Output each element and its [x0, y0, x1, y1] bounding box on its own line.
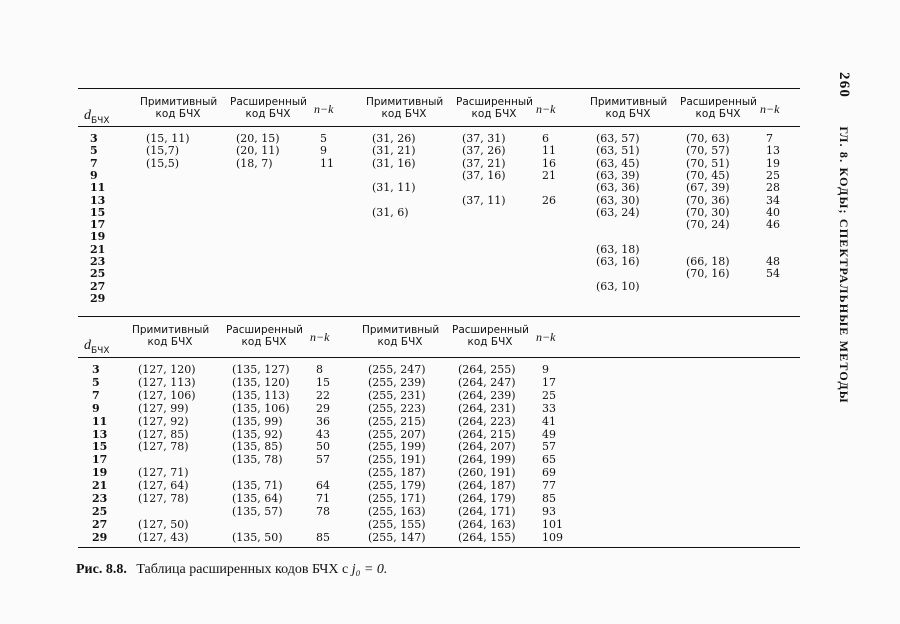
table2-nk-cell: 15: [316, 375, 330, 389]
table2-nk-cell: 43: [316, 427, 330, 441]
table2-extended-cell: (135, 120): [232, 375, 290, 389]
table1-d-cell: 3: [90, 132, 98, 145]
table1-d-cell: 9: [90, 168, 98, 182]
table2-primitive-cell: (255, 207): [368, 427, 426, 441]
table2-nk-cell: 78: [316, 504, 330, 518]
chapter-title: ГЛ. 8. КОДЫ; СПЕКТРАЛЬНЫЕ МЕТОДЫ: [837, 126, 851, 404]
table2-primitive-cell: (127, 85): [138, 427, 189, 441]
table2-d-cell: 29: [92, 530, 108, 544]
d-bch-label: [84, 108, 110, 126]
extended-header: Расширенный код БЧХ: [452, 324, 529, 348]
table1-d-cell: 7: [90, 156, 98, 170]
table2-d-cell: 5: [92, 375, 100, 389]
page-number: 260: [836, 72, 852, 99]
table1-primitive-cell: (63, 16): [596, 255, 640, 268]
extended-header: Расширенный код БЧХ: [456, 96, 533, 120]
table2-nk-cell: 85: [316, 530, 330, 544]
table2-d-cell: 23: [92, 492, 108, 505]
table2-primitive-cell: (127, 106): [138, 388, 196, 402]
table2-extended-cell: (264, 171): [458, 504, 516, 518]
table2-extended-cell: (264, 187): [458, 479, 516, 493]
table1-extended-cell: (70, 30): [686, 205, 730, 219]
n-minus-k-header: n−k: [314, 102, 334, 116]
table2-d-cell: 15: [92, 440, 108, 454]
table1-extended-cell: (70, 51): [686, 156, 730, 170]
table2-primitive-cell: (255, 171): [368, 492, 426, 505]
table2-extended-cell: (264, 223): [458, 414, 516, 428]
table2-primitive-cell: (127, 92): [138, 414, 189, 428]
table1-top-rule: [78, 88, 800, 89]
table2-nk-cell: 49: [542, 427, 556, 441]
table2-extended-cell: (135, 50): [232, 530, 283, 544]
table1-nk-cell: 25: [766, 168, 780, 182]
table1-nk-cell: 21: [542, 168, 556, 182]
table2-extended-cell: (135, 78): [232, 453, 283, 467]
running-head: [835, 72, 852, 404]
table2-primitive-cell: (127, 78): [138, 492, 189, 505]
table2-extended-cell: (135, 85): [232, 440, 283, 454]
table2-extended-cell: (264, 239): [458, 388, 516, 402]
table2-top-rule: [78, 316, 800, 317]
table2-extended-cell: (135, 57): [232, 504, 283, 518]
table2-primitive-cell: (255, 179): [368, 479, 426, 493]
table2-extended-cell: (264, 247): [458, 375, 516, 389]
table2-nk-cell: 50: [316, 440, 330, 454]
table2-primitive-cell: (255, 187): [368, 466, 426, 480]
table1-nk-cell: 34: [766, 193, 780, 207]
table2-primitive-cell: (255, 247): [368, 363, 426, 376]
table2-nk-cell: 101: [542, 517, 563, 531]
table1-primitive-cell: (15,5): [146, 156, 180, 170]
table1-nk-cell: 6: [542, 132, 549, 145]
table1-extended-cell: (37, 31): [462, 132, 506, 145]
table1-extended-cell: (70, 57): [686, 144, 730, 158]
table1-d-cell: 13: [90, 193, 106, 207]
caption-formula: j₀ = 0.: [351, 562, 388, 577]
table1-nk-cell: 5: [320, 132, 327, 145]
table1-extended-cell: (37, 26): [462, 144, 506, 158]
table2-nk-cell: 25: [542, 388, 556, 402]
table1-nk-cell: 48: [766, 255, 780, 268]
table1-d-cell: 29: [90, 291, 106, 305]
table1-primitive-cell: (63, 39): [596, 168, 640, 182]
primitive-header: Примитивный код БЧХ: [362, 324, 440, 348]
table2-extended-cell: (264, 215): [458, 427, 516, 441]
table2-nk-cell: 93: [542, 504, 556, 518]
table2-primitive-cell: (255, 215): [368, 414, 426, 428]
table2-nk-cell: 29: [316, 401, 330, 415]
primitive-header: Примитивный код БЧХ: [590, 96, 668, 120]
table2-primitive-cell: (127, 78): [138, 440, 189, 454]
table1-extended-cell: (37, 16): [462, 168, 506, 182]
table2-d-cell: 19: [92, 466, 108, 480]
table2-nk-cell: 109: [542, 530, 563, 544]
table1-nk-cell: 26: [542, 193, 556, 207]
table2-header-rule: [78, 357, 800, 358]
table1-extended-cell: (70, 36): [686, 193, 730, 207]
table1-d-cell: 17: [90, 218, 106, 232]
table2-primitive-cell: (127, 113): [138, 375, 196, 389]
table1-d-cell: 23: [90, 255, 106, 268]
table2-extended-cell: (135, 71): [232, 479, 283, 493]
d-subscript: БЧХ: [91, 115, 110, 126]
table1-nk-cell: 7: [766, 132, 773, 145]
table2-nk-cell: 33: [542, 401, 556, 415]
table1-d-cell: 27: [90, 279, 106, 293]
table1-primitive-cell: (63, 18): [596, 242, 640, 256]
table1-nk-cell: 46: [766, 218, 780, 232]
table1-extended-cell: (37, 21): [462, 156, 506, 170]
table2-d-cell: 7: [92, 388, 100, 402]
table1-nk-cell: 11: [320, 156, 334, 170]
d-subscript: БЧХ: [91, 345, 110, 356]
table1-nk-cell: 28: [766, 181, 780, 195]
table1-extended-cell: (20, 15): [236, 132, 280, 145]
table2-primitive-cell: (255, 155): [368, 517, 426, 531]
table1-extended-cell: (66, 18): [686, 255, 730, 268]
d-symbol: d: [84, 338, 91, 353]
table2-nk-cell: 77: [542, 479, 556, 493]
table2-extended-cell: (264, 207): [458, 440, 516, 454]
table1-extended-cell: (37, 11): [462, 193, 506, 207]
table2-d-cell: 21: [92, 479, 108, 493]
table1-nk-cell: 11: [542, 144, 556, 158]
table2-d-cell: 3: [92, 363, 100, 376]
table2-primitive-cell: (255, 231): [368, 388, 426, 402]
table1-nk-cell: 9: [320, 144, 327, 158]
table2-nk-cell: 22: [316, 388, 330, 402]
table1-primitive-cell: (63, 24): [596, 205, 640, 219]
table1-nk-cell: 40: [766, 205, 780, 219]
table1-primitive-cell: (63, 30): [596, 193, 640, 207]
table1-primitive-cell: (63, 10): [596, 279, 640, 293]
n-minus-k-header: n−k: [536, 102, 556, 116]
table2-nk-cell: 8: [316, 363, 323, 376]
table2-primitive-cell: (127, 99): [138, 401, 189, 415]
table1-header-rule: [78, 126, 800, 127]
table2-extended-cell: (135, 113): [232, 388, 290, 402]
table2-bottom-rule: [78, 547, 800, 548]
table2-d-cell: 9: [92, 401, 100, 415]
primitive-header: Примитивный код БЧХ: [132, 324, 210, 348]
caption-text: Таблица расширенных кодов БЧХ с: [136, 562, 349, 577]
table2-primitive-cell: (127, 43): [138, 530, 189, 544]
table2-primitive-cell: (127, 64): [138, 479, 189, 493]
table2-nk-cell: 41: [542, 414, 556, 428]
table1-nk-cell: 19: [766, 156, 780, 170]
table2-extended-cell: (260, 191): [458, 466, 516, 480]
table1-d-cell: 19: [90, 230, 106, 244]
table2-nk-cell: 57: [542, 440, 556, 454]
table2-nk-cell: 36: [316, 414, 330, 428]
table1-d-cell: 11: [90, 181, 106, 195]
table2-primitive-cell: (255, 199): [368, 440, 426, 454]
table2-primitive-cell: (127, 120): [138, 363, 196, 376]
table1-nk-cell: 54: [766, 267, 780, 281]
table1-d-cell: 25: [90, 267, 106, 281]
table1-extended-cell: (70, 45): [686, 168, 730, 182]
table1-primitive-cell: (63, 51): [596, 144, 640, 158]
table2-primitive-cell: (255, 163): [368, 504, 426, 518]
table2-nk-cell: 64: [316, 479, 330, 493]
table2-nk-cell: 65: [542, 453, 556, 467]
table2-extended-cell: (264, 179): [458, 492, 516, 505]
table2-extended-cell: (264, 199): [458, 453, 516, 467]
table1-primitive-cell: (15, 11): [146, 132, 190, 145]
table2-extended-cell: (135, 99): [232, 414, 283, 428]
table2-extended-cell: (135, 92): [232, 427, 283, 441]
table2-nk-cell: 17: [542, 375, 556, 389]
table2-d-cell: 17: [92, 453, 108, 467]
table1-d-cell: 5: [90, 144, 98, 158]
n-minus-k-header: n−k: [310, 330, 330, 344]
table1-extended-cell: (70, 63): [686, 132, 730, 145]
extended-header: Расширенный код БЧХ: [226, 324, 303, 348]
table1-extended-cell: (67, 39): [686, 181, 730, 195]
table2-extended-cell: (135, 64): [232, 492, 283, 505]
table1-primitive-cell: (31, 26): [372, 132, 416, 145]
n-minus-k-header: n−k: [536, 330, 556, 344]
n-minus-k-header: n−k: [760, 102, 780, 116]
table1-nk-cell: 13: [766, 144, 780, 158]
table1-nk-cell: 16: [542, 156, 556, 170]
table1-extended-cell: (18, 7): [236, 156, 273, 170]
table2-extended-cell: (264, 255): [458, 363, 516, 376]
table1-primitive-cell: (63, 57): [596, 132, 640, 145]
d-symbol: d: [84, 108, 91, 123]
table2-primitive-cell: (255, 223): [368, 401, 426, 415]
table1-primitive-cell: (63, 36): [596, 181, 640, 195]
table1-primitive-cell: (31, 11): [372, 181, 416, 195]
table1-primitive-cell: (31, 21): [372, 144, 416, 158]
table1-d-cell: 15: [90, 205, 106, 219]
table1-extended-cell: (70, 24): [686, 218, 730, 232]
table2-primitive-cell: (127, 50): [138, 517, 189, 531]
extended-header: Расширенный код БЧХ: [230, 96, 307, 120]
d-bch-label: [84, 338, 110, 356]
table2-extended-cell: (135, 127): [232, 363, 290, 376]
primitive-header: Примитивный код БЧХ: [366, 96, 444, 120]
table1-primitive-cell: (63, 45): [596, 156, 640, 170]
table2-d-cell: 11: [92, 414, 108, 428]
table2-nk-cell: 71: [316, 492, 330, 505]
table2-primitive-cell: (255, 239): [368, 375, 426, 389]
figure-caption: [76, 562, 387, 578]
table1-primitive-cell: (31, 16): [372, 156, 416, 170]
table1-extended-cell: (20, 11): [236, 144, 280, 158]
table2-d-cell: 25: [92, 504, 108, 518]
table2-nk-cell: 9: [542, 363, 549, 376]
table2-extended-cell: (264, 155): [458, 530, 516, 544]
primitive-header: Примитивный код БЧХ: [140, 96, 218, 120]
table2-primitive-cell: (255, 191): [368, 453, 426, 467]
table1-primitive-cell: (31, 6): [372, 205, 409, 219]
table2-nk-cell: 85: [542, 492, 556, 505]
table2-d-cell: 13: [92, 427, 108, 441]
table1-extended-cell: (70, 16): [686, 267, 730, 281]
table2-primitive-cell: (127, 71): [138, 466, 189, 480]
table2-primitive-cell: (255, 147): [368, 530, 426, 544]
table1-primitive-cell: (15,7): [146, 144, 180, 158]
extended-header: Расширенный код БЧХ: [680, 96, 757, 120]
table2-extended-cell: (264, 231): [458, 401, 516, 415]
table2-extended-cell: (264, 163): [458, 517, 516, 531]
table2-d-cell: 27: [92, 517, 108, 531]
table2-extended-cell: (135, 106): [232, 401, 290, 415]
table2-nk-cell: 57: [316, 453, 330, 467]
caption-label: Рис. 8.8.: [76, 562, 127, 577]
table2-nk-cell: 69: [542, 466, 556, 480]
table1-d-cell: 21: [90, 242, 106, 256]
